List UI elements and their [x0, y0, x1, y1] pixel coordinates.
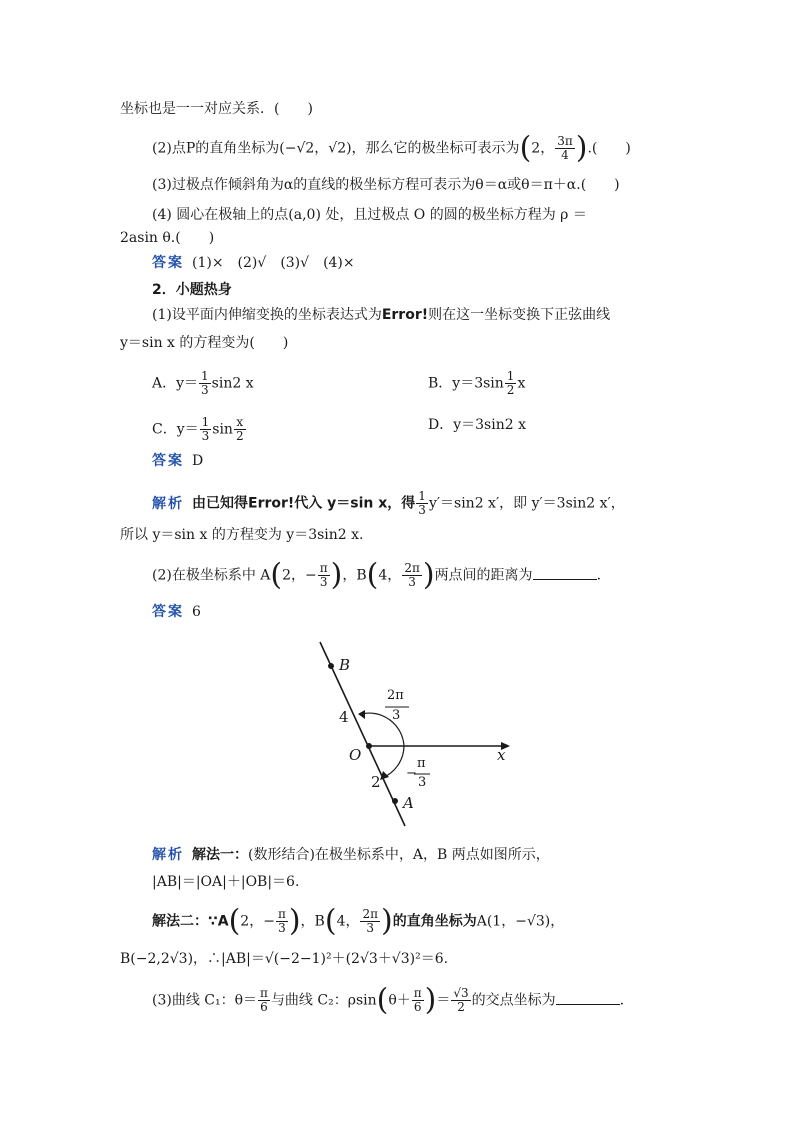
figure-labels: B A O x 4 2 2π 3 − π 3 [339, 656, 506, 812]
label-length-4: 4 [339, 708, 349, 726]
option-d[interactable]: D．y＝3sin2 x [428, 417, 526, 433]
item-2: (2)点P的直角坐标为(−√2，√2)，那么它的极坐标可表示为(2， $\frac{3\pi}{4}$ ).( ) [152, 130, 631, 166]
question-1: (1)设平面内伸缩变换的坐标表达式为Error!则在这一坐标变换下正弦曲线 [152, 307, 611, 323]
question-1-continuation: y＝sin x 的方程变为( ) [120, 335, 289, 351]
item-4-continuation: 2asin θ.( ) [120, 230, 215, 246]
answer-3: 答案 6 [152, 604, 201, 620]
label-x: x [497, 746, 506, 764]
answer-1: 答案 (1)× (2)√ (3)√ (4)× [152, 255, 355, 271]
label-length-2: 2 [371, 773, 381, 791]
item-3: (3)过极点作倾斜角为α的直线的极坐标方程可表示为θ＝α或θ＝π＋α.( ) [152, 177, 620, 193]
label-o: O [349, 746, 362, 764]
answer-blank[interactable] [533, 565, 597, 580]
answer-blank-2[interactable] [556, 990, 620, 1005]
option-c[interactable]: C．y＝ $\frac{1}{3}$ sin $\frac{x}{2}$ [152, 415, 244, 443]
solution-3-continuation: B(−2,2√3)，∴|AB|＝√(−2−1)²＋(2√3＋√3)²＝6. [120, 951, 449, 967]
label-b: B [339, 656, 351, 674]
fraction-3pi-4: $\frac{3\pi}{4}$ [557, 134, 573, 162]
solution-1: 解析 由已知得Error!代入 y＝sin x，得 $\frac{1}{3}$ y′＝sin2 x′，即 y′＝3sin2 x′， [152, 489, 625, 517]
answer-tag: 答案 [152, 255, 184, 271]
solution-1-continuation: 所以 y＝sin x 的方程变为 y＝3sin2 x. [120, 527, 364, 543]
item-1-continuation: 坐标也是一一对应关系．( ) [120, 101, 313, 117]
solution-3: 解法二：∵A(2，− $\frac{\pi}{3}$ )，B(4， $\frac{2\pi}{3}$ )的直角坐标为A(1，−√3)， [152, 903, 565, 939]
question-2: (2)在极坐标系中 A(2，− $\frac{\pi}{3}$ )，B(4， $\frac{2\pi}{3}$ )两点间的距离为 . [152, 557, 602, 593]
item-4: (4) 圆心在极轴上的点(a,0) 处，且过极点 O 的圆的极坐标方程为 ρ ＝ [152, 207, 587, 223]
answer-2: 答案 D [152, 453, 204, 469]
option-a[interactable]: A．y＝ $\frac{1}{3}$ sin2 x [152, 369, 254, 397]
question-3: (3)曲线 C₁：θ＝ $\frac{\pi}{6}$ 与曲线 C₂：ρsin(θ＋ $\frac{\pi}{6}$ )＝ $\frac{√3}{2}$ 的交点坐标为 . [152, 982, 625, 1018]
solution-2-result: |AB|＝|OA|＋|OB|＝6. [152, 874, 300, 890]
option-b[interactable]: B．y＝3sin $\frac{1}{2}$ x [428, 369, 526, 397]
solution-2: 解析 解法一：(数形结合)在极坐标系中，A，B 两点如图所示， [152, 847, 550, 863]
label-a: A [403, 794, 414, 812]
section-2-title: 2．小题热身 [152, 282, 232, 298]
